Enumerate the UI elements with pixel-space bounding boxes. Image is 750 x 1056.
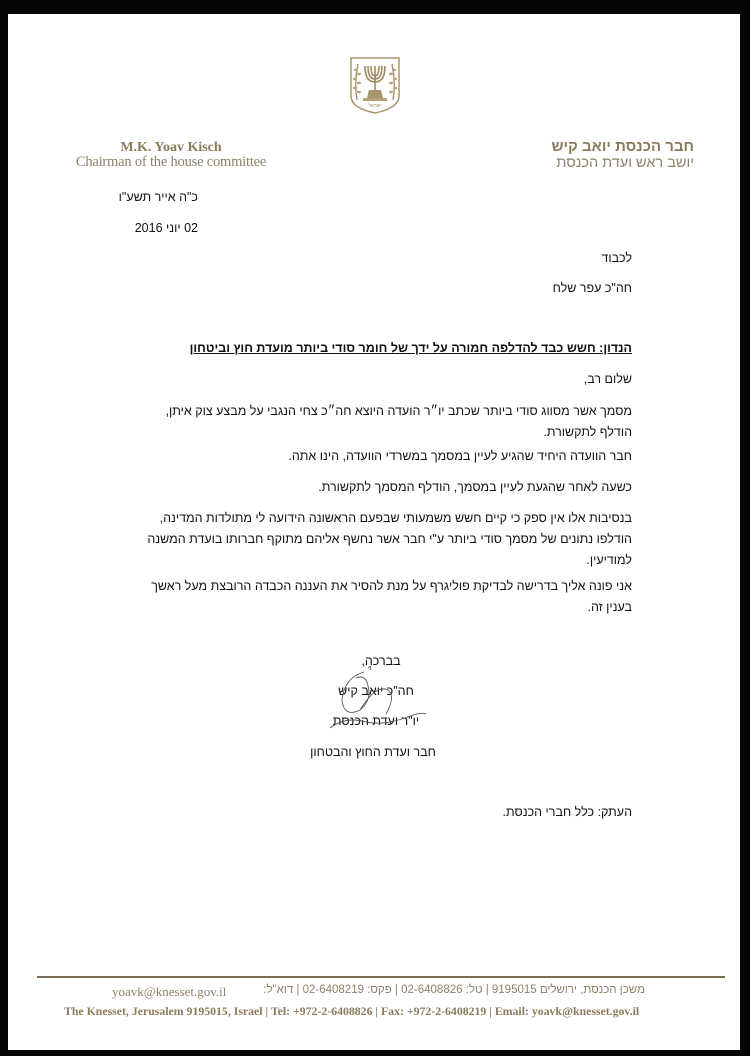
closing: בברכה, — [361, 654, 401, 668]
gregorian-date: 02 יוני 2016 — [134, 221, 198, 235]
signer-name: חה"כ יואב קיש — [338, 684, 414, 698]
paragraph-2: חבר הוועדה היחיד שהגיע לעיין במסמך במשרדי הוועדה, הינו אתה. — [288, 449, 632, 463]
signer-title-2: חבר ועדת החוץ והבטחון — [310, 745, 436, 759]
sender-name-he: חבר הכנסת יואב קיש — [551, 138, 694, 155]
sender-title-he: יושב ראש ועדת הכנסת — [556, 155, 694, 171]
signer-title-1: יו"ר ועדת הכנסת — [332, 714, 420, 728]
salutation-to: לכבוד — [601, 251, 632, 265]
cc-line: העתק: כלל חברי הכנסת. — [502, 805, 632, 819]
hebrew-date: כ"ה אייר תשע"ו — [118, 190, 198, 204]
paragraph-4: בנסיבות אלו אין ספק כי קיים חשש משמעותי שבפעם הראשונה הידועה לי מתולדות המדינה, הודלפו נתונים של מסמך סודי ביותר ע"י חבר אשר נחשף אליהם מתוקף חברותו בועדת המשנה למודיעין. — [147, 511, 632, 567]
greeting: שלום רב, — [583, 372, 632, 386]
recipient-name: חה"כ עפר שלח — [552, 281, 632, 295]
footer-address-en: The Knesset, Jerusalem 9195015, Israel | Tel: +972-2-6408826 | Fax: +972-2-6408219 | Email: yoavk@knesset.gov.il — [64, 1004, 640, 1018]
svg-text:ישראל: ישראל — [368, 103, 382, 109]
letter-page — [8, 14, 740, 1050]
footer-divider — [37, 976, 725, 978]
sender-name-en: M.K. Yoav Kisch — [120, 140, 222, 155]
handwritten-signature — [326, 664, 436, 732]
paragraph-1: מסמך אשר מסווג סודי ביותר שכתב יו״ר הועדה היוצא חה״כ צחי הנגבי על מבצע צוק איתן, הודלף לתקשורת. — [165, 404, 632, 439]
menorah-emblem-icon — [348, 56, 402, 114]
footer-email-link[interactable]: yoavk@knesset.gov.il — [112, 984, 227, 999]
paragraph-5: אני פונה אליך בדרישה לבדיקת פוליגרף על מנת להסיר את העננה הכבדה הרובצת מעל ראשך בענין זה. — [151, 579, 632, 614]
sender-title-en: Chairman of the house committee — [75, 154, 267, 170]
paragraph-3: כשעה לאחר שהגעת לעיין במסמך, הודלף המסמך לתקשורת. — [318, 480, 632, 494]
subject-line: הנדון: חשש כבד להדלפה חמורה על ידך של חומר סודי ביותר מועדת חוץ וביטחון — [189, 341, 632, 355]
footer-address-he: משכן הכנסת, ירושלים 9195015 | טל: 02-6408826 | פקס: 02-6408219 | דוא"ל: — [263, 984, 645, 996]
